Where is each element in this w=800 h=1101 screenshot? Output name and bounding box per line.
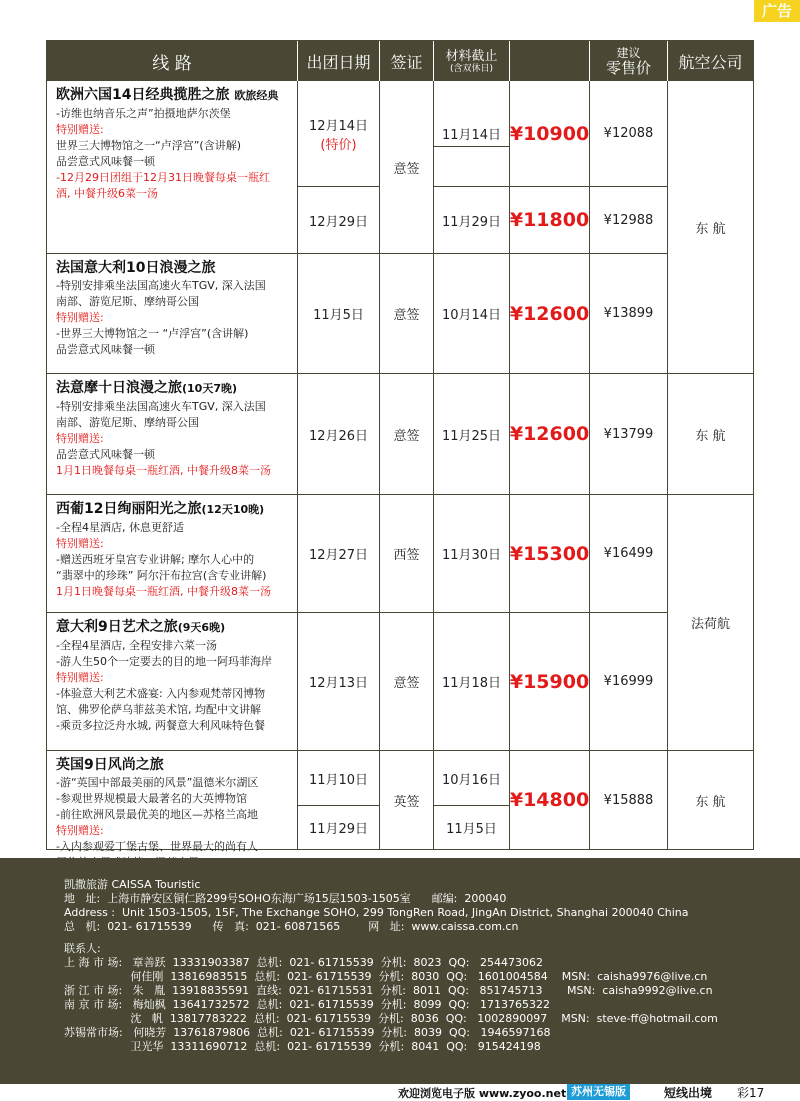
price-cell: ¥15300 (510, 495, 590, 613)
tour-line: 南部、游览尼斯、摩纳哥公国 (56, 295, 199, 308)
date-note: (特价) (320, 137, 357, 153)
visa-cell: 意签 (380, 374, 434, 495)
tour-line: -前往欧洲风景最优美的地区—苏格兰高地 (56, 808, 258, 821)
deadline-cell: 11月5日 (434, 806, 510, 849)
tour-line: -特别安排乘坐法国高速火车TGV, 深入法国 (56, 400, 266, 413)
retail-cell: ¥16499 (590, 495, 668, 613)
bottom-bar (0, 1084, 800, 1100)
ad-tag: 广告 (754, 0, 800, 22)
contact-row: 沈 帆 13817783222 总机: 021- 61715539 分机: 8036 QQ: 1002890097 MSN: steve-ff@hotmail.com (64, 1012, 718, 1025)
tour-line: 酒, 中餐升级6菜一汤 (56, 187, 158, 200)
header-date: 出团日期 (298, 41, 380, 81)
tour-route-3 (47, 374, 298, 495)
tour-line: 南部、游览尼斯、摩纳哥公国 (56, 416, 199, 429)
visa-cell: 意签 (380, 254, 434, 374)
visa-cell: 意签 (380, 613, 434, 751)
tour-line: 特别赠送: (56, 123, 104, 136)
retail-cell: ¥16999 (590, 613, 668, 751)
retail-cell: ¥13799 (590, 374, 668, 495)
retail-cell: ¥15888 (590, 751, 668, 849)
date-text: 12月14日 (308, 118, 369, 134)
tour-line: -游人生50个一定要去的目的地一阿玛菲海岸 (56, 655, 272, 668)
deadline-cell: 11月14日 (434, 81, 510, 187)
header-visa: 签证 (380, 41, 434, 81)
company-name: 凯撒旅游 CAISSA Touristic (64, 878, 201, 891)
welcome-text: 欢迎浏览电子版 www.zyoo.net (398, 1087, 567, 1100)
tour-line: -访维也纳音乐之声”拍摄地萨尔茨堡 (56, 107, 231, 120)
departure-date: 11月29日 (298, 806, 380, 849)
tour-line: -乘贡多拉泛舟水城, 两餐意大利风味特色餐 (56, 719, 265, 732)
header-retail (590, 41, 668, 81)
header-retail-line1: 建议 (616, 46, 641, 60)
table-header (47, 41, 753, 81)
price-cell: ¥14800 (510, 751, 590, 849)
price-cell: ¥12600 (510, 374, 590, 495)
tour-title-suffix: (10天7晚) (182, 382, 238, 395)
tour-route-5 (47, 613, 298, 751)
visa-cell: 英签 (380, 751, 434, 849)
departure-date (298, 81, 380, 187)
tour-title-text: 法意摩十日浪漫之旅 (56, 380, 182, 396)
tour-line: 馆、佛罗伦萨乌菲兹美术馆, 均配中文讲解 (56, 703, 261, 716)
tour-line: 1月1日晚餐每桌一瓶红酒, 中餐升级8菜一汤 (56, 585, 271, 598)
tour-line: 品尝意式风味餐一顿 (56, 448, 155, 461)
price-cell: ¥12600 (510, 254, 590, 374)
price-cell: ¥11800 (510, 187, 590, 254)
departure-date: 11月5日 (298, 254, 380, 374)
header-deadline-label: 材料截止 (445, 48, 498, 64)
departure-date: 11月10日 (298, 751, 380, 806)
tour-title-text: 意大利9日艺术之旅 (56, 619, 178, 635)
tour-title (56, 85, 293, 106)
tour-title (56, 378, 293, 399)
visa-cell: 西签 (380, 495, 434, 613)
airline-cell: 东 航 (695, 794, 726, 810)
retail-cell: ¥12988 (590, 187, 668, 254)
price-cell: ¥10900 (510, 81, 590, 187)
tour-line: 特别赠送: (56, 311, 104, 324)
contact-row: 卫光华 13311690712 总机: 021- 61715539 分机: 8041 QQ: 915424198 (64, 1040, 541, 1053)
tour-route-1 (47, 81, 298, 254)
deadline-cell: 10月16日 (434, 751, 510, 806)
header-deadline (434, 41, 510, 81)
deadline-cell: 11月25日 (434, 374, 510, 495)
tour-6-lines (56, 775, 296, 871)
deadline-cell: 11月18日 (434, 613, 510, 751)
departure-date: 12月13日 (298, 613, 380, 751)
tour-line: 特别赠送: (56, 824, 104, 837)
tour-line: 世界三大博物馆之一“卢浮宫”(含讲解) (56, 139, 241, 152)
tour-line: -世界三大博物馆之一 “卢浮宫”(含讲解) (56, 327, 249, 340)
tour-table (46, 40, 754, 853)
tour-line: 品尝意式风味餐一顿 (56, 343, 155, 356)
contact-footer (0, 858, 800, 1084)
deadline-cell: 10月14日 (434, 254, 510, 374)
tour-title-text: 西葡12日绚丽阳光之旅 (56, 501, 202, 517)
deadline-cell: 11月30日 (434, 495, 510, 613)
edition-badge: 苏州无锡版 (567, 1084, 630, 1100)
header-retail-line2: 零售价 (605, 59, 651, 77)
address-en: Address : Unit 1503-1505, 15F, The Exchange SOHO, 299 TongRen Road, JingAn District, Shanghai 200040 China (64, 906, 689, 919)
departure-date: 12月26日 (298, 374, 380, 495)
tour-line: -特别安排乘坐法国高速火车TGV, 深入法国 (56, 279, 266, 292)
contact-row: 浙 江 市 场: 朱 胤 13918835591 直线: 021- 61715531 分机: 8011 QQ: 851745713 MSN: caisha9992@live.cn (64, 984, 713, 997)
header-price-blank (510, 41, 590, 81)
phone-line: 总 机: 021- 61715539 传 真: 021- 60871565 网 址: www.caissa.com.cn (64, 920, 519, 933)
header-route: 线 路 (47, 41, 298, 81)
tour-title (56, 617, 293, 638)
departure-date: 12月27日 (298, 495, 380, 613)
tour-title-suffix: 欧旅经典 (234, 89, 279, 102)
header-deadline-note: (含双休日) (449, 63, 494, 74)
tour-line: “翡翠中的珍珠” 阿尔汗布拉宫(含专业讲解) (56, 569, 267, 582)
tour-line: -游“英国中部最美丽的风景”温德米尔湖区 (56, 776, 259, 789)
contact-row: 苏锡常市场: 何晓芳 13761879806 总机: 021- 61715539 分机: 8039 QQ: 1946597168 (64, 1026, 551, 1039)
tour-route-2 (47, 254, 298, 374)
tour-line: 品尝意式风味餐一顿 (56, 155, 155, 168)
tour-line: -入内参观爱丁堡古堡、世界最大的尚有人 (56, 840, 258, 853)
tour-title (56, 499, 293, 520)
tour-line: -赠送西班牙皇宫专业讲解; 摩尔人心中的 (56, 553, 255, 566)
tour-line: -体验意大利艺术盛宴: 入内参观梵蒂冈博物 (56, 687, 266, 700)
address-cn: 地 址: 上海市静安区铜仁路299号SOHO东海广场15层1503-1505室 邮编: 200040 (64, 892, 507, 905)
visa-cell: 意签 (380, 81, 434, 254)
contact-row: 何佳刚 13816983515 总机: 021- 61715539 分机: 8030 QQ: 1601004584 MSN: caisha9976@live.cn (64, 970, 708, 983)
contact-row: 南 京 市 场: 梅灿枫 13641732572 总机: 021- 61715539 分机: 8099 QQ: 1713765322 (64, 998, 550, 1011)
tour-line: -全程4星酒店, 全程安排六菜一汤 (56, 639, 217, 652)
tour-title: 法国意大利10日浪漫之旅 (56, 260, 216, 276)
retail-cell: ¥13899 (590, 254, 668, 374)
airline-cell: 东 航 (668, 81, 753, 374)
page-number: 彩17 (737, 1086, 765, 1100)
tour-title-suffix: (12天10晚) (201, 503, 265, 516)
deadline-cell: 11月29日 (434, 187, 510, 254)
tour-title-suffix: (9天6晚) (177, 621, 226, 634)
retail-cell: ¥12088 (590, 81, 668, 187)
tour-line: 特别赠送: (56, 432, 104, 445)
section-name: 短线出境 (664, 1086, 713, 1100)
tour-line: -12月29日团组于12月31日晚餐每桌一瓶红 (56, 171, 270, 184)
airline-cell: 东 航 (668, 374, 753, 495)
departure-date: 12月29日 (298, 187, 380, 254)
tour-line: 特别赠送: (56, 671, 104, 684)
tour-line: -全程4星酒店, 休息更舒适 (56, 521, 184, 534)
tour-line: -参观世界规模最大最著名的大英博物馆 (56, 792, 247, 805)
tour-route-4 (47, 495, 298, 613)
tour-line: 特别赠送: (56, 537, 104, 550)
price-cell: ¥15900 (510, 613, 590, 751)
airline-cell: 法荷航 (668, 495, 753, 751)
header-airline: 航空公司 (678, 52, 743, 72)
contact-row: 上 海 市 场: 章善跃 13331903387 总机: 021- 61715539 分机: 8023 QQ: 254473062 (64, 956, 543, 969)
tour-line: 1月1日晚餐每桌一瓶红酒, 中餐升级8菜一汤 (56, 464, 271, 477)
contacts-label: 联系人: (64, 942, 101, 955)
tour-title: 英国9日风尚之旅 (56, 757, 164, 773)
tour-title-text: 欧洲六国14日经典揽胜之旅 (56, 87, 230, 103)
